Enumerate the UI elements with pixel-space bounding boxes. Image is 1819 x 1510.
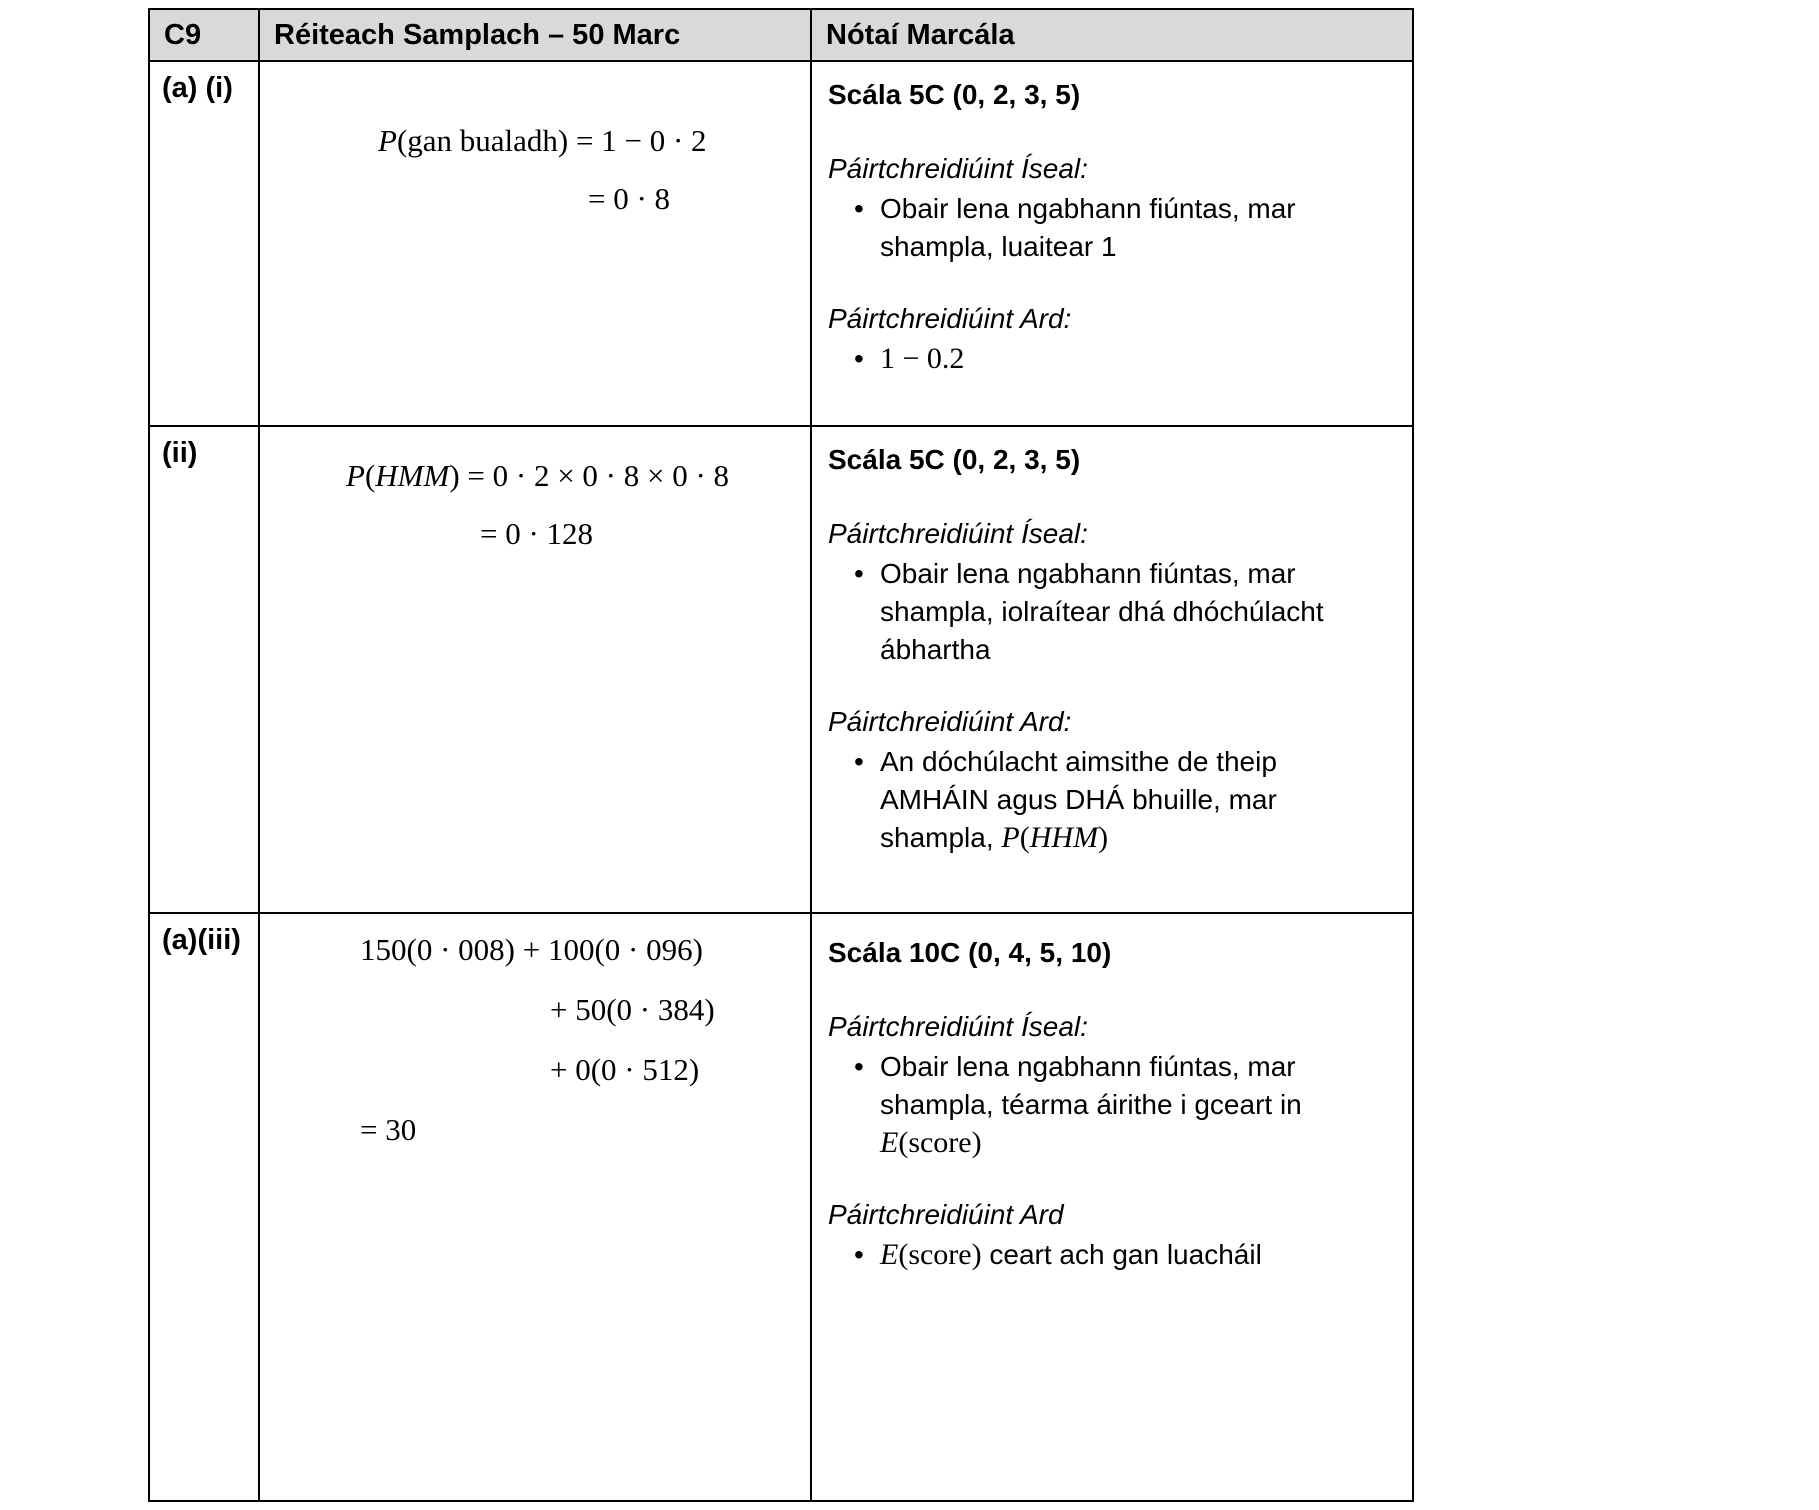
bullet-icon: •: [854, 558, 864, 589]
scale-heading: Scála 5C (0, 2, 3, 5): [828, 444, 1081, 475]
header-cell-solution: [260, 10, 812, 62]
bullet-icon: •: [854, 343, 864, 374]
list-item: [854, 743, 1398, 857]
bullet-icon: •: [854, 193, 864, 224]
math-expression: + 50(0 · 384): [550, 992, 715, 1027]
math-expression: (gan bualadh) = 1 − 0 · 2: [396, 123, 707, 158]
notes-cell: [812, 914, 1414, 1502]
header-cell-question: [150, 10, 260, 62]
bullet-text: Obair lena ngabhann fiúntas, mar shampla, iolraítear dhá dhóchúlacht ábhartha: [880, 558, 1324, 665]
math-variable: HMM: [375, 458, 450, 493]
math-line: [550, 1040, 810, 1100]
scale-heading: Scála 5C (0, 2, 3, 5): [828, 79, 1081, 110]
math-result: = 30: [360, 1112, 417, 1147]
math-paren: (: [1019, 821, 1030, 854]
list-item: [854, 1236, 1398, 1274]
bullet-text: [880, 743, 1350, 857]
math-paren: ): [1098, 821, 1109, 854]
math-line: [550, 980, 810, 1040]
math-variable: HHM: [1029, 821, 1099, 854]
list-item: [854, 1048, 1398, 1162]
math-paren: (score): [898, 1126, 982, 1159]
math-paren: (: [364, 458, 376, 493]
list-item: [854, 340, 1398, 378]
math-result: = 0 · 128: [480, 516, 594, 551]
bullet-icon: •: [854, 1239, 864, 1270]
bullet-text: [880, 1048, 1350, 1162]
partial-credit-high-label: Páirtchreidiúint Ard:: [828, 706, 1072, 737]
bullet-icon: •: [854, 746, 864, 777]
math-expression: 150(0 · 008) + 100(0 · 096): [360, 932, 703, 967]
notes-header-label: Nótaí Marcála: [826, 19, 1015, 51]
solution-header-label: Réiteach Samplach – 50 Marc: [274, 19, 681, 51]
math-line: [480, 505, 810, 563]
partial-credit-low-label: Páirtchreidiúint Íseal:: [828, 153, 1088, 184]
math-result: = 0 · 8: [588, 181, 671, 216]
notes-cell: [812, 62, 1414, 427]
math-line: [346, 447, 810, 505]
partial-credit-high-label: Páirtchreidiúint Ard: [828, 1199, 1064, 1230]
partial-credit-low-label: Páirtchreidiúint Íseal:: [828, 1011, 1088, 1042]
math-line: [360, 1100, 810, 1160]
bullet-text: Obair lena ngabhann fiúntas, mar shampla, luaitear 1: [880, 193, 1296, 262]
math-line: [588, 170, 810, 228]
row-label-cell: [150, 62, 260, 427]
row-label-cell: [150, 914, 260, 1502]
bullet-icon: •: [854, 1051, 864, 1082]
solution-cell: [260, 62, 812, 427]
partial-credit-low-label: Páirtchreidiúint Íseal:: [828, 518, 1088, 549]
bullet-text: [880, 1236, 1350, 1274]
part-label: (a)(iii): [162, 924, 241, 956]
marking-scheme-table: [148, 8, 1414, 1502]
math-line: [378, 112, 810, 170]
scale-heading: Scála 10C (0, 4, 5, 10): [828, 937, 1112, 968]
solution-cell: [260, 914, 812, 1502]
row-label-cell: [150, 427, 260, 914]
math-expression: + 0(0 · 512): [550, 1052, 700, 1087]
math-variable: E: [880, 1238, 899, 1271]
part-label: (ii): [162, 437, 198, 469]
header-cell-notes: [812, 10, 1414, 62]
math-paren: (score): [898, 1238, 982, 1271]
bullet-text: 1 − 0.2: [880, 342, 965, 375]
math-variable: P: [1001, 821, 1020, 854]
math-variable: E: [880, 1126, 899, 1159]
bullet-text-part: An dóchúlacht aimsithe de theip AMHÁIN agus DHÁ bhuille, mar shampla,: [880, 746, 1277, 853]
partial-credit-high-label: Páirtchreidiúint Ard:: [828, 303, 1072, 334]
solution-cell: [260, 427, 812, 914]
bullet-text-part: Obair lena ngabhann fiúntas, mar shampla, téarma áirithe i gceart in: [880, 1051, 1302, 1120]
bullet-text-part: ceart ach gan luacháil: [981, 1239, 1262, 1270]
part-label: (a) (i): [162, 72, 233, 104]
math-variable: P: [346, 458, 365, 493]
notes-cell: [812, 427, 1414, 914]
list-item: [854, 190, 1398, 266]
list-item: [854, 555, 1398, 669]
math-line: [360, 920, 810, 980]
math-expression: ) = 0 · 2 × 0 · 8 × 0 · 8: [449, 458, 730, 493]
math-variable: P: [378, 123, 397, 158]
question-code: C9: [164, 19, 202, 51]
